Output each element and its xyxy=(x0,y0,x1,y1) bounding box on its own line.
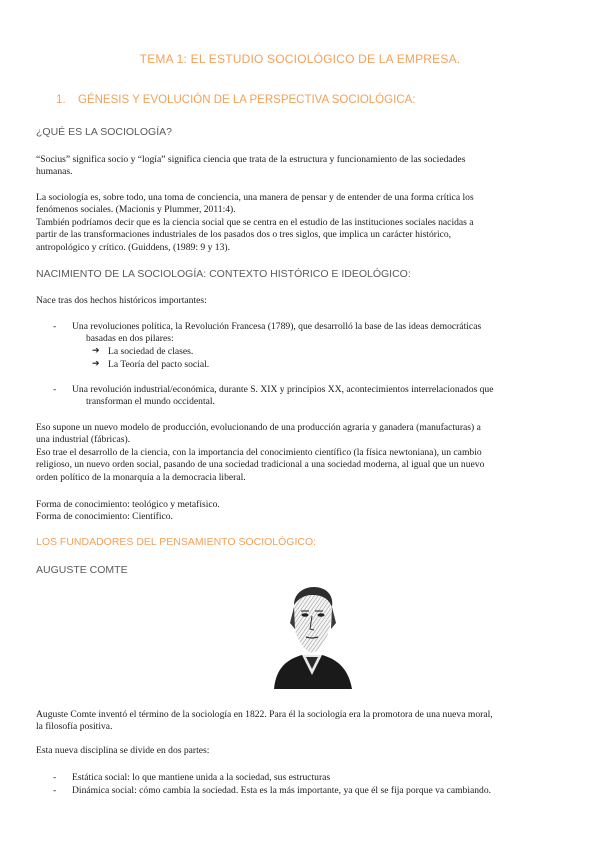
sub-item-pacto-social: La Teoría del pacto social. xyxy=(108,359,210,370)
section-label: GÉNESIS Y EVOLUCIÓN DE LA PERSPECTIVA SOCIOLÓGICA: xyxy=(78,94,416,106)
text-line: Una revolución industrial/económica, durante S. XIX y principios XX, acontecimientos interrelacionados que xyxy=(72,384,494,395)
paragraph-eso xyxy=(36,422,566,484)
heading-que-es: ¿QUÉ ES LA SOCIOLOGÍA? xyxy=(36,126,172,138)
text-line: partir de las transformaciones industriales de los pasados dos o tres siglos, que implica un carácter histórico, xyxy=(36,229,452,241)
list-item-revolucion-industrial xyxy=(72,384,572,409)
text-line: Una revoluciones política, la Revolución Francesa (1789), que desarrolló la base de las ideas democráticas xyxy=(72,321,482,332)
text-line: Forma de conocimiento: teológico y metafísico. xyxy=(36,499,220,510)
text-line: Eso trae el desarrollo de la ciencia, con la importancia del conocimiento científico (la física newtoniana), un cambio xyxy=(36,446,482,458)
text-line: También podríamos decir que es la ciencia social que se centra en el estudio de las instituciones sociales nacidas a xyxy=(36,216,474,228)
text-line: Forma de conocimiento: Científico. xyxy=(36,511,173,523)
paragraph-disciplina: Esta nueva disciplina se divide en dos partes: xyxy=(36,745,210,756)
text-line: La sociología es, sobre todo, una toma de conciencia, una manera de pensar y de entender de una forma crítica los xyxy=(36,192,474,203)
page-title: TEMA 1: EL ESTUDIO SOCIOLÓGICO DE LA EMPRESA. xyxy=(139,52,461,66)
text-line: humanas. xyxy=(36,166,73,178)
list-item-dinamica: Dinámica social: cómo cambia la sociedad. Esta es la más importante, ya que él se fija porque va cambiando. xyxy=(72,785,492,796)
bullet-dash: - xyxy=(53,321,57,332)
text-line: orden político de la monarquía a la democracia liberal. xyxy=(36,471,246,483)
sub-item-sociedad-clases: La sociedad de clases. xyxy=(108,346,194,357)
bullet-dash: - xyxy=(53,785,57,796)
arrow-right-icon: ➔ xyxy=(92,358,100,368)
bullet-dash: - xyxy=(53,772,57,783)
text-line: Auguste Comte inventó el término de la sociología en 1822. Para él la sociología era la promotora de una nueva moral, xyxy=(36,709,493,720)
text-line: la filosofía positiva. xyxy=(36,721,113,733)
paragraph-forma-conocimiento xyxy=(36,499,566,524)
section-heading-1 xyxy=(56,94,415,106)
text-line: Eso supone un nuevo modelo de producción, evolucionando de una producción agraria y ganadera (manufacturas) a xyxy=(36,422,481,433)
paragraph-definicion xyxy=(36,192,566,254)
bullet-dash: - xyxy=(53,384,57,395)
paragraph-nace: Nace tras dos hechos históricos importantes: xyxy=(36,295,207,306)
text-line: antropológico y crítico. (Guiddens, (1989: 9 y 13). xyxy=(36,241,230,253)
list-item-estatica: Estática social: lo que mantiene unida a la sociedad, sus estructuras xyxy=(72,772,331,783)
text-line: transforman el mundo occidental. xyxy=(86,396,215,408)
list-item-revolucion-politica xyxy=(72,321,572,346)
heading-auguste-comte: AUGUSTE COMTE xyxy=(36,564,128,576)
heading-nacimiento: NACIMIENTO DE LA SOCIOLOGÍA: CONTEXTO HISTÓRICO E IDEOLÓGICO: xyxy=(36,268,411,280)
heading-fundadores: LOS FUNDADORES DEL PENSAMIENTO SOCIOLÓGICO: xyxy=(36,536,317,548)
text-line: fenómenos sociales. (Macionis y Plummer, 2011:4). xyxy=(36,204,236,216)
text-line: basadas en dos pilares: xyxy=(86,333,174,345)
text-line: “Socius” significa socio y “logía” significa ciencia que trata de la estructura y funcionamiento de las sociedades xyxy=(36,154,466,165)
auguste-comte-portrait xyxy=(268,583,356,689)
paragraph-comte xyxy=(36,709,566,734)
section-number: 1. xyxy=(56,94,66,106)
arrow-right-icon: ➔ xyxy=(92,345,100,355)
text-line: religioso, un nuevo orden social, pasando de una sociedad tradicional a una sociedad moderna, al igual que un nuevo xyxy=(36,459,485,471)
text-line: una industrial (fábricas). xyxy=(36,434,131,446)
paragraph-socius xyxy=(36,154,566,179)
